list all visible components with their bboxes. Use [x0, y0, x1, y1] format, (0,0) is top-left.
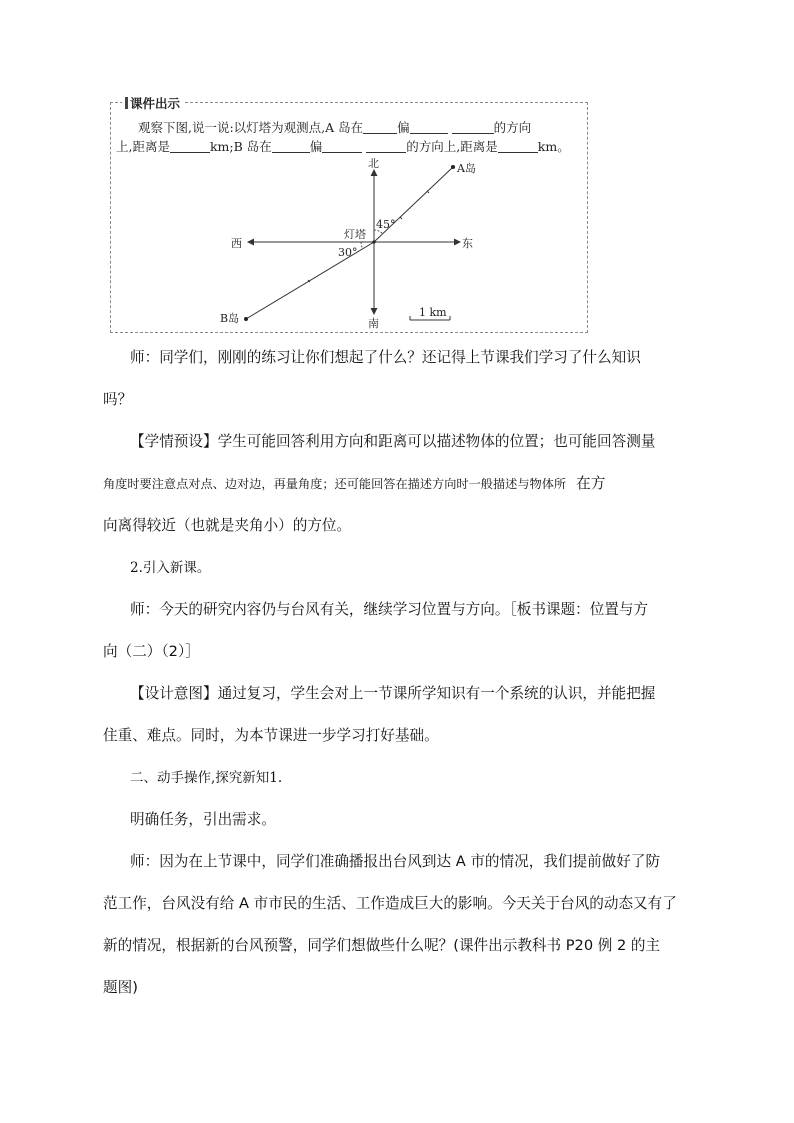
q-text: 的方向上,距离是: [406, 139, 498, 154]
q-text: 观察下图,说一说:以灯塔为观测点,A 岛在: [138, 120, 364, 135]
tick-mark: [400, 217, 402, 219]
point-b-dot: [244, 317, 248, 321]
para-text: 在方: [576, 475, 606, 492]
q-text: 偏: [309, 139, 323, 154]
q-text: 上,距离是: [116, 139, 170, 154]
para-line: [103, 474, 605, 494]
south-label: 南: [368, 317, 379, 330]
q-text: km。: [537, 139, 570, 154]
para-line: 吗？: [103, 391, 133, 408]
west-label: 西: [231, 237, 242, 250]
north-label: 北: [368, 157, 379, 170]
lighthouse-label: 灯塔: [344, 228, 366, 241]
tick-mark: [427, 191, 429, 193]
para-line: 向离得较近（也就是夹角小）的方位。: [103, 517, 352, 534]
q-text: km;B 岛在: [209, 139, 272, 154]
exercise-box-title: [122, 94, 183, 112]
para-line: 明确任务，引出需求。: [130, 811, 276, 828]
para-line: 向（二）（2）］: [103, 643, 200, 660]
angle-b-label: 30°: [338, 246, 358, 259]
para-line: 师：今天的研究内容仍与台风有关，继续学习位置与方向。［板书课题：位置与方: [130, 601, 649, 618]
east-label: 东: [462, 237, 473, 250]
scale-label: 1 km: [419, 306, 447, 319]
answer-blank: [410, 121, 448, 134]
point-a-label: A岛: [457, 162, 476, 175]
angle-a-label: 45°: [376, 218, 396, 231]
title-marker: [125, 97, 128, 109]
para-line: 师：因为在上节课中，同学们准确播报出台风到达 A 市的情况，我们提前做好了防: [130, 853, 661, 870]
para-line: 题图): [103, 979, 138, 996]
para-line: 2.引入新课。: [130, 560, 211, 576]
box-title-text: 课件出示: [130, 96, 181, 111]
center-dot: [372, 240, 375, 243]
point-b-label: B岛: [220, 312, 240, 325]
answer-blank: [363, 121, 397, 134]
para-line: 师：同学们，刚刚的练习让你们想起了什么？还记得上节课我们学习了什么知识: [130, 349, 641, 366]
para-line: 范工作，台风没有给 A 市市民的生活、工作造成巨大的影响。今天关于台风的动态又有了: [103, 895, 677, 912]
q-text: 的方向: [493, 120, 532, 135]
angle-b-arc: [361, 242, 363, 249]
para-text: 角度时要注意点对点、边对边，再量角度；还可能回答在描述方向时一般描述与物体所: [103, 477, 567, 491]
answer-blank: [452, 121, 494, 134]
para-line: 【设计意图】通过复习，学生会对上一节课所学知识有一个系统的认识，并能把握: [130, 685, 656, 702]
para-line: 新的情况，根据新的台风预警，同学们想做些什么呢？(课件出示教科书 P20 例 2 的主: [103, 937, 661, 954]
compass-diagram: [110, 150, 490, 335]
q-text: 偏: [397, 120, 410, 135]
para-line: 住重、难点。同时，为本节课进一步学习打好基础。: [103, 727, 439, 744]
para-line: 二、动手操作,探究新知1.: [130, 770, 283, 786]
answer-blank: [498, 140, 538, 153]
point-a-dot: [451, 165, 455, 169]
para-line: 【学情预设】学生可能回答利用方向和距离可以描述物体的位置；也可能回答测量: [130, 433, 656, 450]
exercise-question-line-1: [138, 118, 531, 136]
